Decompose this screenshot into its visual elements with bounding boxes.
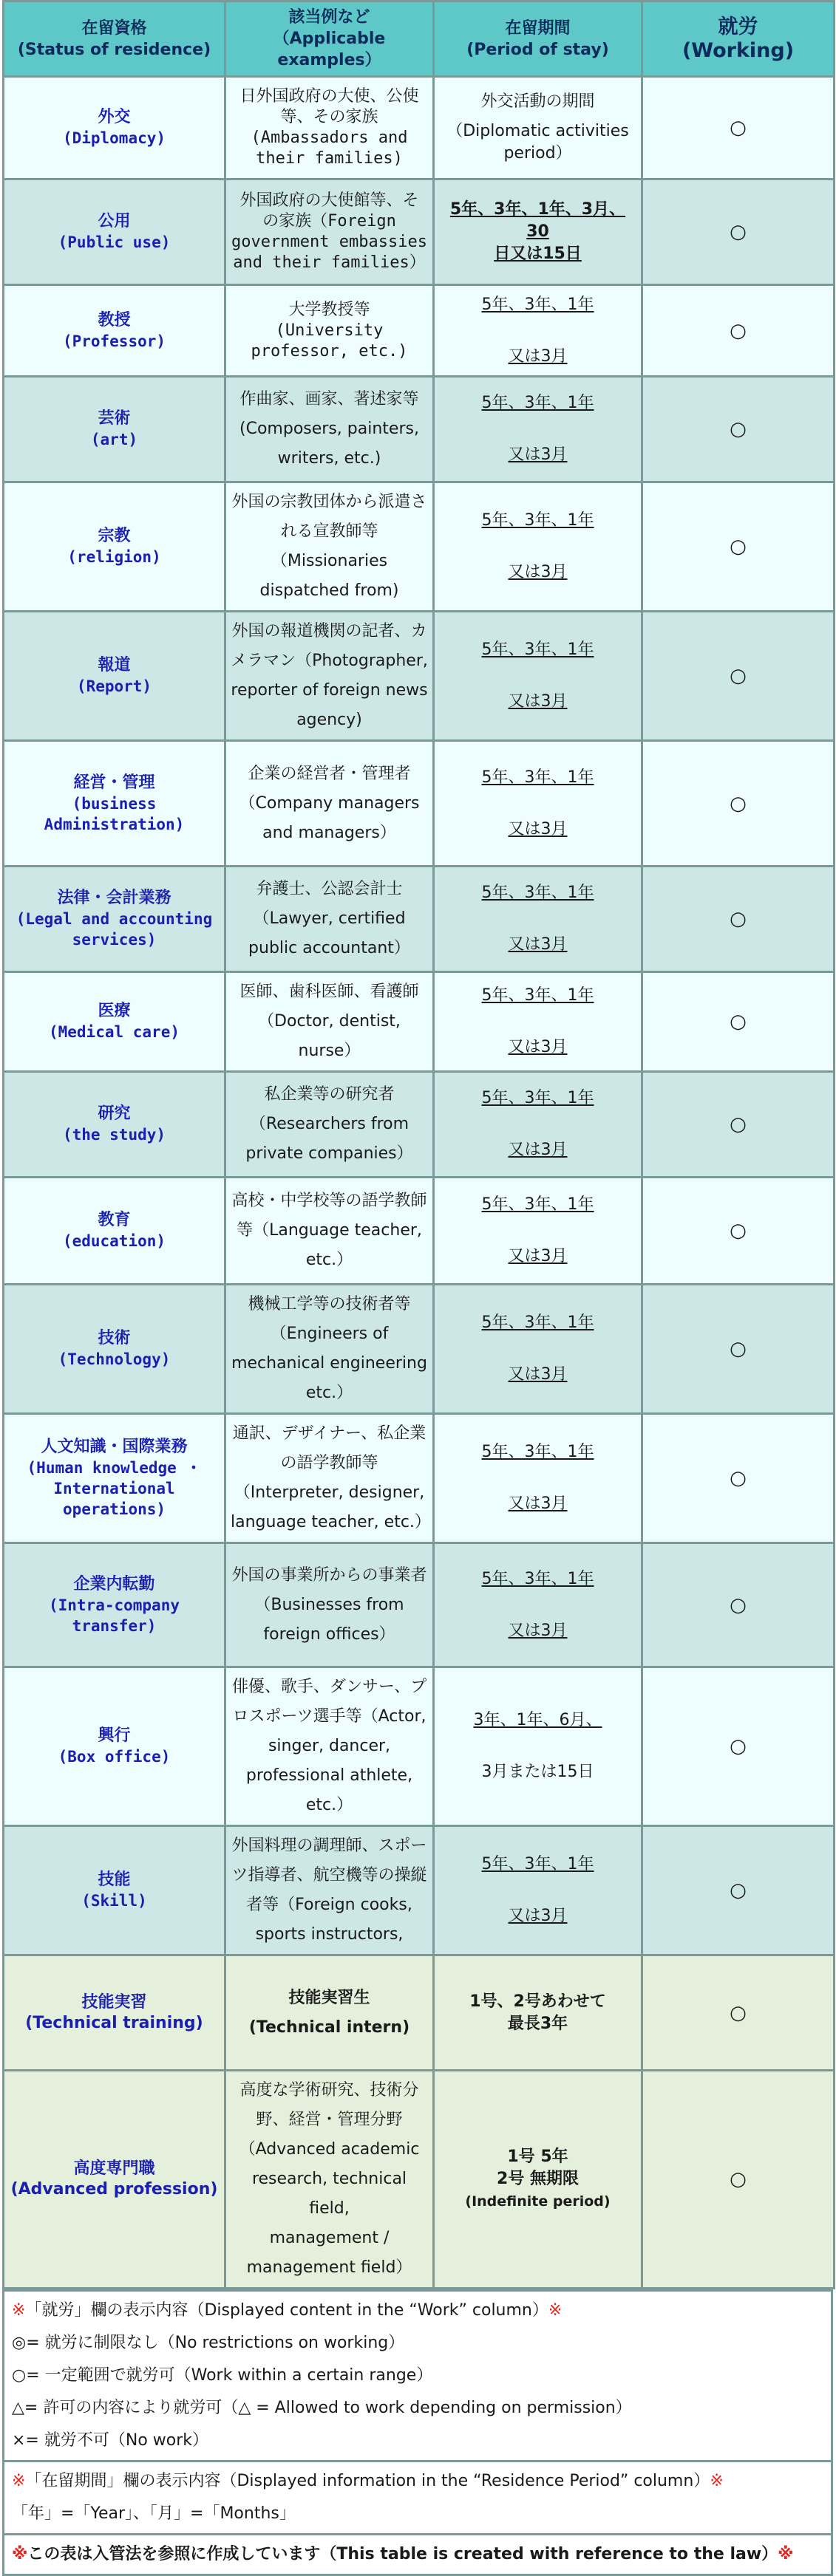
status-cell: 教授 (Professor) xyxy=(4,285,225,377)
table-row xyxy=(4,1072,835,1178)
example-cell: 外国の報道機関の記者、カ メラマン（Photographer, reporter of foreign news agency) xyxy=(225,612,434,741)
period-cell: 5年、3年、1年 又は3月 xyxy=(434,1414,642,1543)
table-row xyxy=(4,1285,835,1414)
period-cell: 5年、3年、1年 又は3月 xyxy=(434,482,642,612)
status-cell: 人文知識・国際業務 (Human knowledge ・ International operations) xyxy=(4,1414,225,1543)
example-cell: 弁護士、公認会計士 （Lawyer, certified public accountant） xyxy=(225,867,434,972)
working-mark: ○ xyxy=(642,1072,835,1178)
example-cell: 高度な学術研究、技術分 野、経営・管理分野 （Advanced academic research, technical field, management / management field） xyxy=(225,2071,434,2289)
header-status: 在留資格 (Status of residence) xyxy=(4,1,225,77)
period-cell: 1号 5年 2号 無期限 (Indefinite period) xyxy=(434,2071,642,2289)
table-row xyxy=(4,482,835,612)
table-row xyxy=(4,1543,835,1667)
status-cell: 技能 (Skill) xyxy=(4,1826,225,1955)
status-cell: 法律・会計業務 (Legal and accounting services) xyxy=(4,867,225,972)
period-cell: 5年、3年、1年 又は3月 xyxy=(434,1178,642,1285)
example-cell: 通訳、デザイナー、私企業 の語学教師等 （Interpreter, designer, language teacher, etc.） xyxy=(225,1414,434,1543)
table-row xyxy=(4,1955,835,2071)
status-cell: 外交 (Diplomacy) xyxy=(4,77,225,180)
example-cell: 作曲家、画家、著述家等 (Composers, painters, writers, etc.) xyxy=(225,377,434,482)
example-cell: 大学教授等 (University professor, etc.) xyxy=(225,285,434,377)
example-cell: 医師、歯科医師、看護師 （Doctor, dentist, nurse） xyxy=(225,972,434,1072)
period-cell: 5年、3年、1年、3月、30 日又は15日 xyxy=(434,180,642,285)
period-cell: 5年、3年、1年 又は3月 xyxy=(434,285,642,377)
table-row xyxy=(4,1667,835,1826)
residence-status-table xyxy=(2,0,835,2289)
status-cell: 教育 (education) xyxy=(4,1178,225,1285)
working-mark: ○ xyxy=(642,741,835,867)
header-examples: 該当例など （Applicable examples） xyxy=(225,1,434,77)
example-cell: 技能実習生 (Technical intern) xyxy=(225,1955,434,2071)
period-cell: 5年、3年、1年 又は3月 xyxy=(434,741,642,867)
working-mark: ○ xyxy=(642,1955,835,2071)
period-cell: 5年、3年、1年 又は3月 xyxy=(434,1826,642,1955)
status-cell: 宗教 (religion) xyxy=(4,482,225,612)
status-cell: 技能実習 (Technical training) xyxy=(4,1955,225,2071)
period-cell: 5年、3年、1年 又は3月 xyxy=(434,867,642,972)
status-cell: 経営・管理 (business Administration) xyxy=(4,741,225,867)
work-legend: ※「就労」欄の表示内容（Displayed content in the “Work” column）※ ◎= 就労に制限なし（No restrictions on working） ○= 一定範囲で就労可（Work within a certain range） △= 許可の内容により就労可（△ = Allowed to work depending on permission） ×= 就労不可（No work） xyxy=(4,2291,832,2461)
table-row xyxy=(4,2071,835,2289)
working-mark: ○ xyxy=(642,972,835,1072)
example-cell: 機械工学等の技術者等 （Engineers of mechanical engineering etc.） xyxy=(225,1285,434,1414)
example-cell: 俳優、歌手、ダンサー、プ ロスポーツ選手等（Actor, singer, dancer, professional athlete, etc.） xyxy=(225,1667,434,1826)
table-row xyxy=(4,1826,835,1955)
status-cell: 興行 (Box office) xyxy=(4,1667,225,1826)
footer-note: ※この表は入管法を参照に作成しています（This table is created with reference to the law）※ xyxy=(4,2535,832,2575)
table-row xyxy=(4,377,835,482)
working-mark: ○ xyxy=(642,77,835,180)
status-cell: 医療 (Medical care) xyxy=(4,972,225,1072)
notes-section xyxy=(2,2289,833,2576)
status-cell: 研究 (the study) xyxy=(4,1072,225,1178)
period-cell: 5年、3年、1年 又は3月 xyxy=(434,1543,642,1667)
table-row xyxy=(4,77,835,180)
status-cell: 芸術 (art) xyxy=(4,377,225,482)
working-mark: ○ xyxy=(642,1826,835,1955)
example-cell: 私企業等の研究者 （Researchers from private companies） xyxy=(225,1072,434,1178)
table-row xyxy=(4,1414,835,1543)
working-mark: ○ xyxy=(642,1414,835,1543)
period-cell: 5年、3年、1年 又は3月 xyxy=(434,377,642,482)
header-row xyxy=(4,1,835,77)
example-cell: 外国政府の大使館等、そ の家族（Foreign government embassies and their families） xyxy=(225,180,434,285)
table-row xyxy=(4,1178,835,1285)
header-working: 就労 (Working) xyxy=(642,1,835,77)
status-cell: 企業内転勤 (Intra-company transfer) xyxy=(4,1543,225,1667)
table-row xyxy=(4,180,835,285)
example-cell: 外国の宗教団体から派遣さ れる宣教師等 （Missionaries dispatched from) xyxy=(225,482,434,612)
status-cell: 高度専門職 (Advanced profession) xyxy=(4,2071,225,2289)
working-mark: ○ xyxy=(642,2071,835,2289)
table-row xyxy=(4,612,835,741)
example-cell: 高校・中学校等の語学教師 等（Language teacher, etc.） xyxy=(225,1178,434,1285)
period-legend: ※「在留期間」欄の表示内容（Displayed information in the “Residence Period” column）※ 「年」=「Year」、「月」=「Months」 xyxy=(4,2461,832,2535)
table-row xyxy=(4,741,835,867)
working-mark: ○ xyxy=(642,482,835,612)
example-cell: 日外国政府の大使、公使 等、その家族 (Ambassadors and their families) xyxy=(225,77,434,180)
working-mark: ○ xyxy=(642,180,835,285)
working-mark: ○ xyxy=(642,285,835,377)
header-period: 在留期間 (Period of stay) xyxy=(434,1,642,77)
example-cell: 外国の事業所からの事業者 （Businesses from foreign offices） xyxy=(225,1543,434,1667)
period-cell: 5年、3年、1年 又は3月 xyxy=(434,612,642,741)
working-mark: ○ xyxy=(642,612,835,741)
status-cell: 報道 (Report) xyxy=(4,612,225,741)
working-mark: ○ xyxy=(642,1178,835,1285)
period-cell: 5年、3年、1年 又は3月 xyxy=(434,1072,642,1178)
period-cell: 5年、3年、1年 又は3月 xyxy=(434,972,642,1072)
example-cell: 企業の経営者・管理者 （Company managers and managers） xyxy=(225,741,434,867)
status-cell: 技術 (Technology) xyxy=(4,1285,225,1414)
table-row xyxy=(4,285,835,377)
working-mark: ○ xyxy=(642,1285,835,1414)
table-row xyxy=(4,972,835,1072)
period-cell: 3年、1年、6月、 3月または15日 xyxy=(434,1667,642,1826)
working-mark: ○ xyxy=(642,1667,835,1826)
table-row xyxy=(4,867,835,972)
working-mark: ○ xyxy=(642,377,835,482)
period-cell: 外交活動の期間 （Diplomatic activities period） xyxy=(434,77,642,180)
period-cell: 5年、3年、1年 又は3月 xyxy=(434,1285,642,1414)
working-mark: ○ xyxy=(642,867,835,972)
example-cell: 外国料理の調理師、スポー ツ指導者、航空機等の操縦 者等（Foreign cooks, sports instructors, xyxy=(225,1826,434,1955)
status-cell: 公用 (Public use) xyxy=(4,180,225,285)
period-cell: 1号、2号あわせて 最長3年 xyxy=(434,1955,642,2071)
working-mark: ○ xyxy=(642,1543,835,1667)
